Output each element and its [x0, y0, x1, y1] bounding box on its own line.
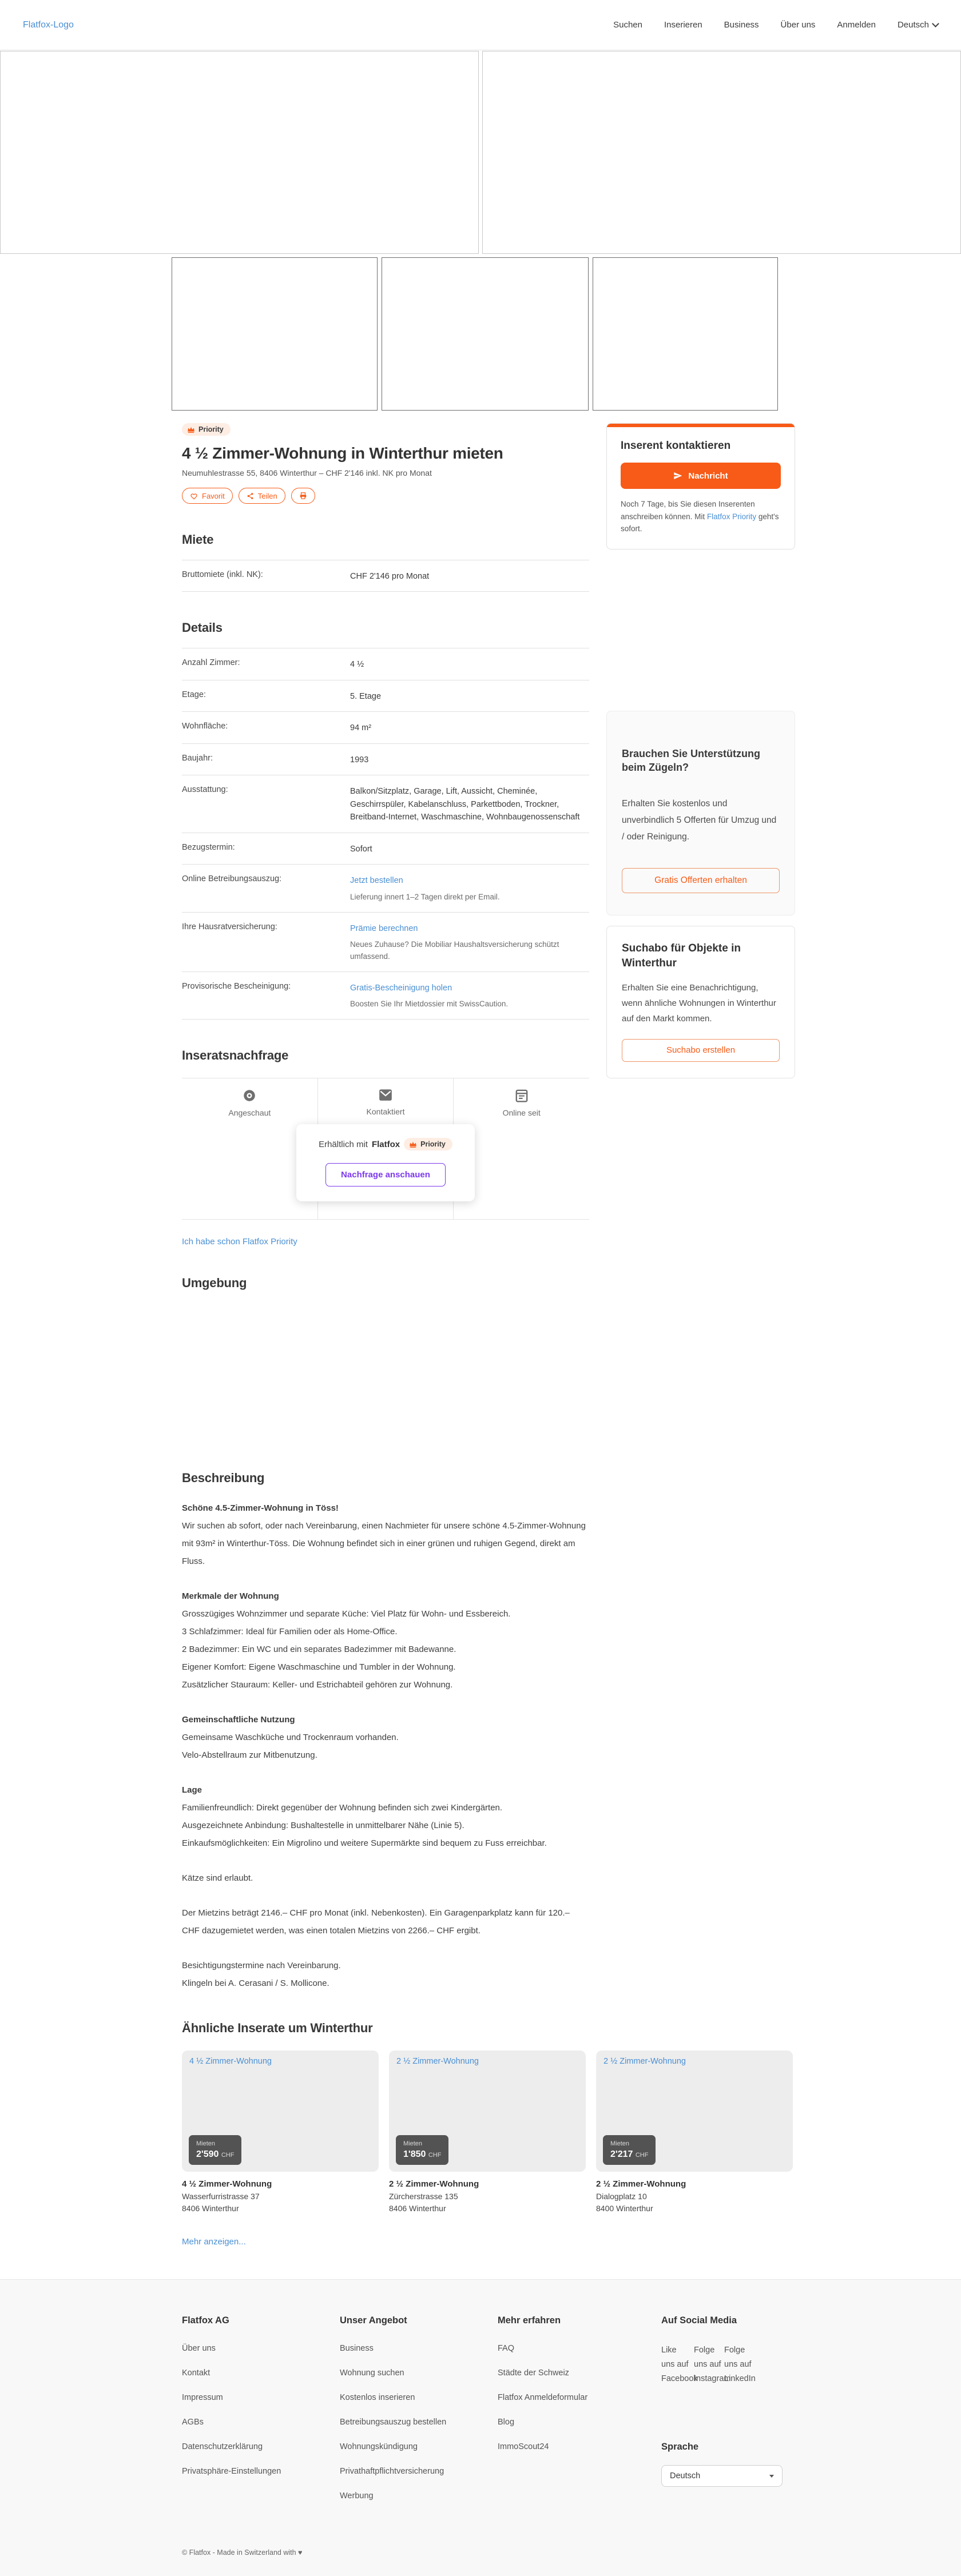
table-row [182, 680, 589, 712]
footer-link[interactable]: Flatfox Anmeldeformular [498, 2393, 588, 2403]
description-line: Schöne 4.5-Zimmer-Wohnung in Töss! [182, 1503, 339, 1514]
table-row [182, 744, 589, 775]
already-priority-link[interactable]: Ich habe schon Flatfox Priority [182, 1237, 297, 1247]
listing-card-street: Zürcherstrasse 135 [389, 2192, 458, 2201]
description-line: Eigener Komfort: Eigene Waschmaschine und Tumbler in der Wohnung. [182, 1662, 456, 1673]
listing-card-title: 2 ½ Zimmer-Wohnung [389, 2179, 479, 2189]
footer-link[interactable]: Privathaftpflichtversicherung [340, 2467, 444, 2477]
language-select[interactable] [661, 2465, 783, 2487]
listing-card-link[interactable]: 2 ½ Zimmer-Wohnung [603, 2057, 686, 2067]
footer-link[interactable]: Blog [498, 2418, 515, 2427]
listing-card-street: Wasserfurristrasse 37 [182, 2192, 260, 2201]
language-section-label: Sprache [661, 2442, 699, 2452]
facebook-link[interactable]: Like uns auf Facebook [661, 2346, 698, 2384]
description-line: Klingeln bei A. Cerasani / S. Mollicone. [182, 1978, 329, 1989]
section-heading-nachfrage: Inseratsnachfrage [182, 1048, 289, 1063]
row-value: Balkon/Sitzplatz, Garage, Lift, Aussicht, Cheminée, Geschirrspüler, Kabelanschluss, Parkettboden, Trockner, Breitband-Internet, Waschmaschine, Wohnbaugenossenschaft [350, 787, 580, 822]
photo-gallery [0, 51, 961, 254]
contact-card [606, 423, 795, 550]
listing-card-image [596, 2051, 793, 2172]
miete-table [182, 560, 589, 592]
suchabo-heading: Suchabo für Objekte in Winterthur [622, 942, 741, 970]
social-links [661, 2343, 819, 2411]
crown-icon [187, 426, 195, 433]
badge-price: 2'590 [196, 2149, 219, 2159]
listing-card[interactable] [182, 2051, 379, 2213]
instagram-link[interactable]: Folge uns auf Instagram [694, 2346, 731, 2384]
row-value: 4 ½ [350, 660, 364, 670]
flatfox-logo[interactable]: Flatfox-Logo [23, 19, 74, 30]
share-icon [247, 492, 254, 500]
linkedin-link[interactable]: Folge uns auf LinkedIn [724, 2346, 756, 2384]
printer-icon [299, 492, 307, 500]
order-debt-extract-link[interactable]: Jetzt bestellen [350, 876, 403, 886]
description-text [182, 1499, 589, 1992]
create-suchabo-button[interactable]: Suchabo erstellen [622, 1039, 780, 1062]
footer-column-mehr-erfahren [498, 2315, 661, 2515]
row-label: Bruttomiete (inkl. NK): [182, 570, 263, 579]
row-label: Online Betreibungsauszug: [182, 874, 282, 884]
description-line: Zusätzlicher Stauraum: Keller- und Estrichabteil gehören zur Wohnung. [182, 1680, 453, 1690]
badge-currency: CHF [221, 2151, 235, 2159]
table-row [182, 913, 589, 972]
eye-icon [242, 1088, 257, 1103]
heart-icon [190, 492, 198, 500]
table-row [182, 972, 589, 1020]
copyright: © Flatfox - Made in Switzerland with ♥ [182, 2549, 303, 2557]
row-description: Boosten Sie Ihr Mietdossier mit SwissCaution. [350, 1000, 509, 1009]
listing-card-city: 8406 Winterthur [182, 2204, 239, 2213]
footer-link[interactable]: Städte der Schweiz [498, 2368, 569, 2378]
moving-help-heading: Brauchen Sie Unterstützung beim Zügeln? [622, 747, 761, 774]
footer-link[interactable]: AGBs [182, 2418, 204, 2427]
footer-link[interactable]: Wohnungskündigung [340, 2442, 418, 2452]
footer-link[interactable]: Werbung [340, 2491, 374, 2501]
footer-link[interactable]: Über uns [182, 2344, 216, 2354]
priority-badge [182, 423, 231, 436]
popup-text: Erhältlich mit [319, 1139, 368, 1149]
badge-label: Mieten [196, 2140, 216, 2147]
badge-currency: CHF [635, 2151, 649, 2159]
row-value: Sofort [350, 844, 372, 854]
footer-link[interactable]: ImmoScout24 [498, 2442, 549, 2452]
listing-card-street: Dialogplatz 10 [596, 2192, 647, 2201]
description-line: Besichtigungstermine nach Vereinbarung. [182, 1961, 341, 1971]
listing-card-city: 8406 Winterthur [389, 2204, 446, 2213]
priority-badge [404, 1138, 452, 1150]
description-line: Der Mietzins beträgt 2146.– CHF pro Monat (inkl. Nebenkosten). Ein Garagenparkplatz kann für 120.– CHF dazugemietet werden, was einen totalen Mietzins von 2266.– CHF ergibt. [182, 1908, 570, 1936]
description-line: Gemeinsame Waschküche und Trockenraum vorhanden. [182, 1733, 399, 1743]
row-label: Ausstattung: [182, 785, 228, 795]
table-row [182, 865, 589, 912]
priority-badge-label: Priority [420, 1140, 446, 1149]
description-line: Familienfreundlich: Direkt gegenüber der Wohnung befinden sich zwei Kindergärten. [182, 1803, 503, 1813]
description-line: Wir suchen ab sofort, oder nach Vereinbarung, einen Nachmieter für unsere schöne 4.5-Zimmer-Wohnung mit 93m² in Winterthur-Töss. Die Wohnung befindet sich in einer grünen und ruhigen Gegend, direkt am Fluss. [182, 1521, 586, 1567]
badge-label: Mieten [403, 2140, 423, 2147]
suchabo-text: Erhalten Sie eine Benachrichtigung, wenn ähnliche Wohnungen in Winterthur auf den Markt kommen. [622, 982, 776, 1024]
row-description: Neues Zuhause? Die Mobiliar Haushaltsversicherung schützt umfassend. [350, 940, 559, 961]
thumbnail-placeholder[interactable] [593, 257, 778, 411]
popup-brand: Flatfox [371, 1139, 400, 1149]
badge-price: 1'850 [403, 2149, 426, 2159]
nav-anmelden[interactable]: Anmelden [837, 20, 876, 30]
footer-heading: Mehr erfahren [498, 2315, 561, 2326]
get-offers-button[interactable]: Gratis Offerten erhalten [622, 868, 780, 893]
nav-ueber-uns[interactable]: Über uns [780, 20, 816, 30]
message-button[interactable] [621, 463, 781, 489]
description-line: Einkaufsmöglichkeiten: Ein Migrolino und weitere Supermärkte sind bequem zu Fuss erreichbar. [182, 1838, 547, 1849]
view-demand-button[interactable]: Nachfrage anschauen [325, 1163, 446, 1187]
description-line: Merkmale der Wohnung [182, 1591, 279, 1602]
table-row [182, 648, 589, 680]
insurance-premium-link[interactable]: Prämie berechnen [350, 923, 418, 933]
share-button[interactable] [239, 488, 285, 504]
map-placeholder [182, 1291, 589, 1442]
price-badge [396, 2135, 448, 2165]
footer-link[interactable]: Kontakt [182, 2368, 211, 2378]
search-subscription-card [606, 926, 795, 1078]
table-row [182, 775, 589, 833]
page-title: 4 ½ Zimmer-Wohnung in Winterthur mieten [182, 444, 503, 462]
section-heading-miete: Miete [182, 532, 214, 547]
photo-thumbnails [172, 257, 961, 411]
site-footer [0, 2279, 961, 2576]
footer-link[interactable]: Wohnung suchen [340, 2368, 404, 2378]
contact-note [621, 498, 781, 535]
chevron-down-icon [932, 20, 939, 27]
moving-help-text: Erhalten Sie kostenlos und unverbindlich 5 Offerten für Umzug und / oder Reinigung. [622, 799, 777, 842]
nav-suchen[interactable]: Suchen [613, 20, 642, 30]
thumbnail-placeholder[interactable] [382, 257, 589, 411]
table-row [182, 712, 589, 743]
certificate-link[interactable]: Gratis-Bescheinigung holen [350, 983, 452, 993]
listing-card-image [182, 2051, 379, 2172]
message-button-label: Nachricht [688, 471, 728, 481]
thumbnail-placeholder[interactable] [172, 257, 378, 411]
footer-link[interactable]: Impressum [182, 2393, 223, 2403]
nav-inserieren[interactable]: Inserieren [664, 20, 702, 30]
row-value: CHF 2'146 pro Monat [350, 572, 430, 581]
description-line: 2 Badezimmer: Ein WC und ein separates Badezimmer mit Badewanne. [182, 1645, 456, 1655]
footer-column-social [661, 2315, 819, 2515]
tab-label: Kontaktiert [366, 1107, 405, 1117]
row-label: Etage: [182, 690, 206, 699]
footer-heading: Unser Angebot [340, 2315, 407, 2326]
row-label: Baujahr: [182, 753, 213, 763]
listing-card-link[interactable]: 2 ½ Zimmer-Wohnung [396, 2057, 479, 2067]
row-value: 1993 [350, 755, 369, 765]
share-label: Teilen [257, 491, 277, 500]
priority-badge-label: Priority [198, 425, 224, 433]
language-label: Deutsch [897, 20, 929, 30]
listing-card-title: 2 ½ Zimmer-Wohnung [596, 2179, 686, 2189]
description-line: 3 Schlafzimmer: Ideal für Familien oder als Home-Office. [182, 1627, 398, 1637]
row-label: Wohnfläche: [182, 722, 228, 731]
footer-column-angebot [340, 2315, 498, 2515]
section-heading-umgebung: Umgebung [182, 1276, 247, 1291]
row-label: Provisorische Bescheinigung: [182, 981, 291, 991]
listing-card-link[interactable]: 4 ½ Zimmer-Wohnung [189, 2057, 272, 2067]
row-label: Bezugstermin: [182, 842, 235, 852]
footer-heading: Flatfox AG [182, 2315, 229, 2326]
tab-label: Angeschaut [228, 1108, 271, 1118]
crown-icon [409, 1141, 417, 1148]
listing-card-title: 4 ½ Zimmer-Wohnung [182, 2179, 272, 2189]
footer-link[interactable]: Betreibungsauszug bestellen [340, 2418, 447, 2427]
demand-panel [182, 1078, 589, 1220]
table-row [182, 560, 589, 592]
language-select-value: Deutsch [670, 2471, 701, 2481]
row-label: Ihre Hausratversicherung: [182, 922, 277, 931]
language-dropdown[interactable] [898, 20, 938, 30]
footer-column-flatfox-ag [182, 2315, 340, 2515]
section-heading-beschreibung: Beschreibung [182, 1471, 265, 1486]
photo-placeholder-secondary[interactable] [482, 51, 961, 254]
description-line: Lage [182, 1785, 202, 1795]
photo-placeholder-main[interactable] [0, 51, 479, 254]
envelope-icon [378, 1088, 393, 1102]
badge-label: Mieten [610, 2140, 630, 2147]
footer-link[interactable]: Datenschutzerklärung [182, 2442, 263, 2452]
price-badge [603, 2135, 656, 2165]
row-description: Lieferung innert 1–2 Tagen direkt per Email. [350, 892, 500, 901]
dropdown-arrow-icon [769, 2475, 774, 2478]
priority-popup [296, 1124, 475, 1201]
footer-heading: Auf Social Media [661, 2315, 737, 2326]
listing-card-image [389, 2051, 586, 2172]
footer-link[interactable]: FAQ [498, 2344, 515, 2354]
row-label: Anzahl Zimmer: [182, 658, 240, 668]
show-more-link[interactable]: Mehr anzeigen... [182, 2237, 246, 2247]
paper-plane-icon [673, 471, 682, 480]
footer-link[interactable]: Business [340, 2344, 374, 2354]
moving-help-card [606, 711, 795, 916]
table-row [182, 833, 589, 865]
badge-price: 2'217 [610, 2149, 633, 2159]
contact-heading: Inserent kontaktieren [621, 440, 731, 452]
price-badge [189, 2135, 241, 2165]
description-line: Kätze sind erlaubt. [182, 1873, 253, 1884]
row-value: 94 m² [350, 723, 372, 733]
contact-note-text: Noch 7 Tage, bis Sie diesen Inserenten anschreiben können. Mit [621, 500, 755, 521]
contact-note-text: geht's sofort. [621, 512, 779, 533]
row-value: 5. Etage [350, 691, 382, 701]
description-line: Grosszügiges Wohnzimmer und separate Küche: Viel Platz für Wohn- und Essbereich. [182, 1609, 511, 1619]
badge-currency: CHF [428, 2151, 442, 2159]
print-button[interactable] [291, 488, 315, 504]
site-header [0, 0, 961, 50]
flatfox-priority-link[interactable]: Flatfox Priority [706, 512, 757, 521]
listing-card[interactable] [389, 2051, 586, 2213]
listing-actions [182, 488, 589, 504]
description-line: Gemeinschaftliche Nutzung [182, 1715, 295, 1725]
footer-link[interactable]: Privatsphäre-Einstellungen [182, 2467, 281, 2477]
description-line: Velo-Abstellraum zur Mitbenutzung. [182, 1750, 317, 1761]
footer-link[interactable]: Kostenlos inserieren [340, 2393, 415, 2403]
section-heading-similar: Ähnliche Inserate um Winterthur [182, 2021, 373, 2036]
details-table [182, 648, 589, 1020]
calendar-icon [515, 1088, 529, 1103]
description-line: Ausgezeichnete Anbindung: Bushaltestelle in unmittelbarer Nähe (Linie 5). [182, 1821, 464, 1831]
listing-card-city: 8400 Winterthur [596, 2204, 653, 2213]
favorite-button[interactable] [182, 488, 233, 504]
listing-subtitle: Neumuhlestrasse 55, 8406 Winterthur – CHF 2'146 inkl. NK pro Monat [182, 468, 432, 477]
nav-business[interactable]: Business [724, 20, 759, 30]
main-nav [613, 20, 938, 30]
tab-label: Online seit [502, 1108, 541, 1118]
favorite-label: Favorit [202, 491, 225, 500]
section-heading-details: Details [182, 620, 223, 635]
